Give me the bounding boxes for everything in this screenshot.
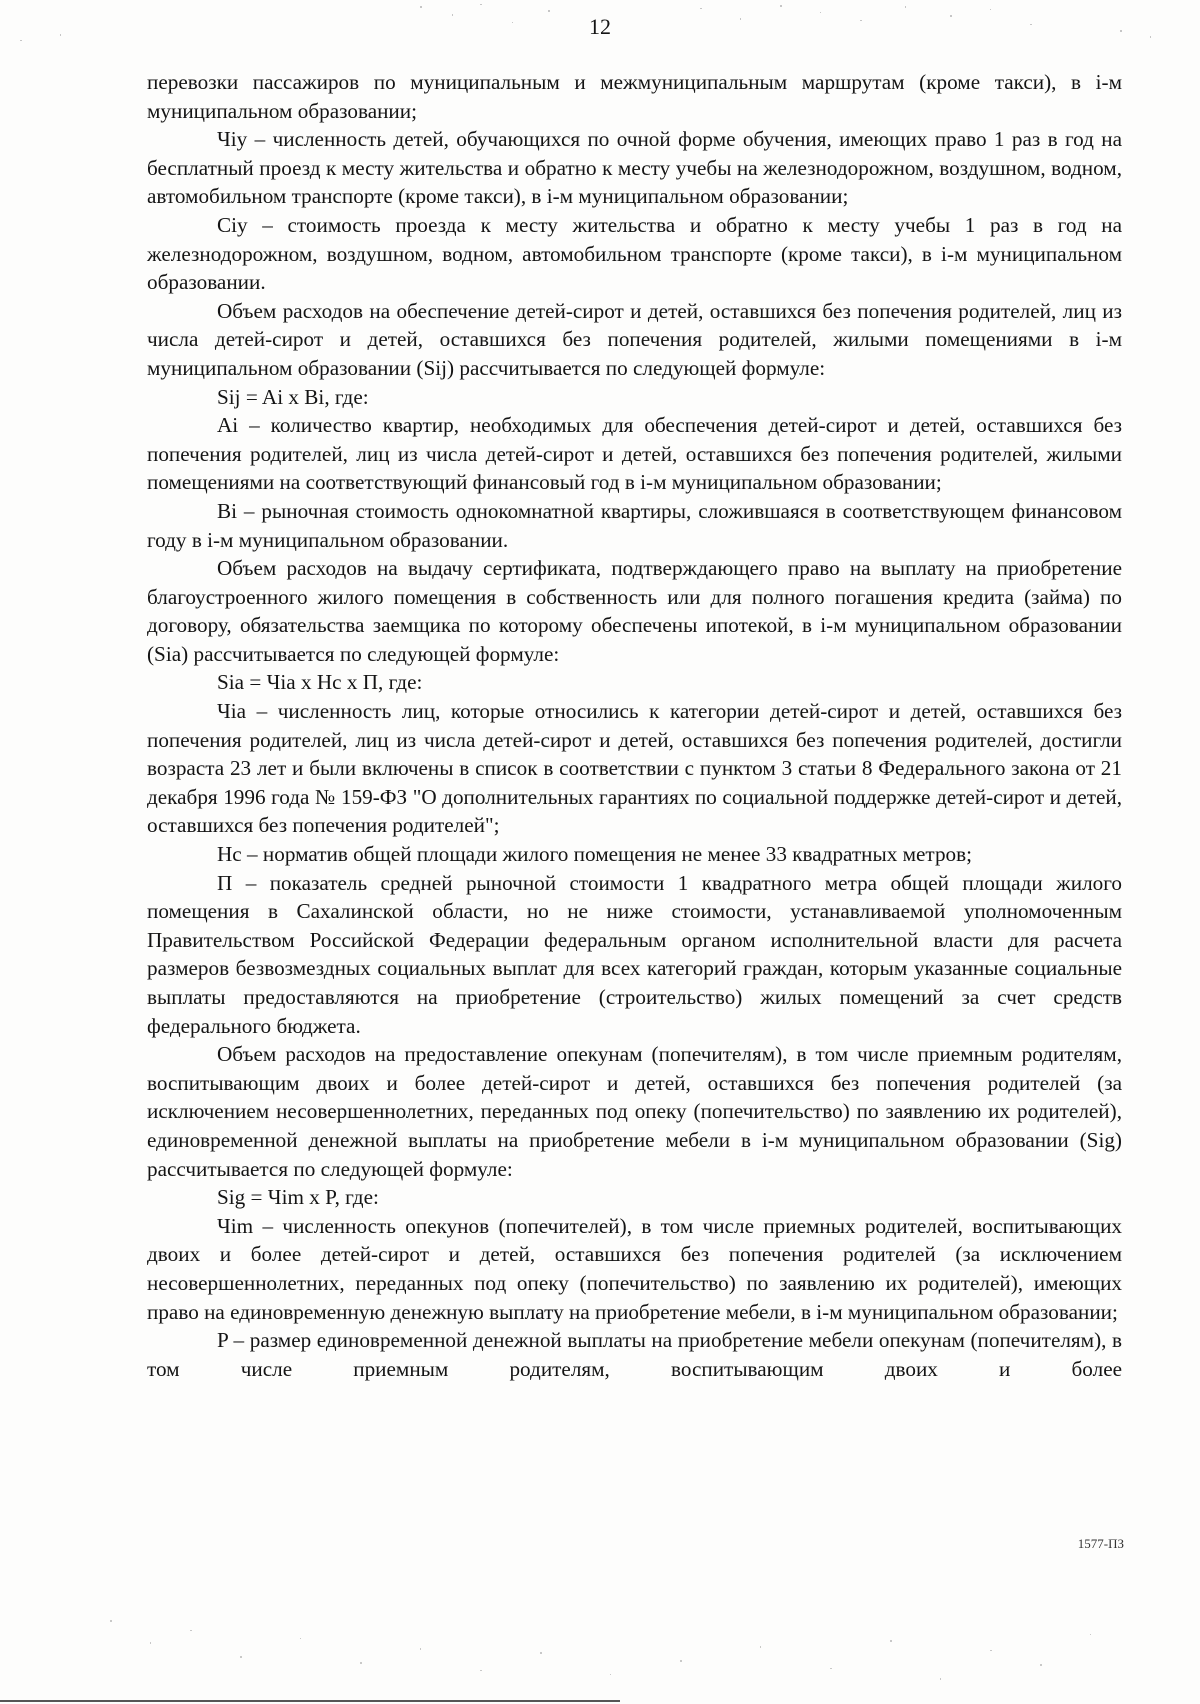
paragraph: Ai – количество квартир, необходимых для обеспечения детей-сирот и детей, оставшихся без попечения родителей, лиц из числа детей-сирот и детей, оставшихся без попечения родителей, жилыми помещениями на соответствующий финансовый год в i-м муниципальном образовании; bbox=[147, 413, 1122, 495]
scan-noise-bottom bbox=[0, 1590, 1200, 1704]
paragraph: P – размер единовременной денежной выплаты на приобретение мебели опекунам (попечителям), в том числе приемным родителям, воспитывающим двоих и более bbox=[147, 1328, 1122, 1381]
document-body bbox=[147, 68, 1122, 1383]
document-code: 1577-ПЗ bbox=[1077, 1536, 1124, 1551]
paragraph: Чim – численность опекунов (попечителей), в том числе приемных родителей, воспитывающих двоих и более детей-сирот и детей, оставшихся без попечения родителей (за исключением несовершеннолетних, переданных под опеку (попечительство) по заявлению их родителей), имеющих право на единовременную денежную выплату на приобретение мебели, в i-м муниципальном образовании; bbox=[147, 1213, 1122, 1324]
scan-edge-line bbox=[0, 1700, 620, 1702]
paragraph: Сiy – стоимость проезда к месту жительства и обратно к месту учебы 1 раз в год на железнодорожном, воздушном, водном, автомобильном транспорте (кроме такси), в i-м муниципальном образовании. bbox=[147, 212, 1122, 295]
paragraph: Bi – рыночная стоимость однокомнатной квартиры, сложившаяся в соответствующем финансовом году в i-м муниципальном образовании. bbox=[147, 498, 1122, 552]
paragraph: Чiy – численность детей, обучающихся по очной форме обучения, имеющих право 1 раз в год на бесплатный проезд к месту жительства и обратно к месту учебы на железнодорожном, воздушном, водном, автомобильном транспорте (кроме такси), в i-м муниципальном образовании; bbox=[147, 127, 1122, 209]
formula: Sia = Чia x Hc x П, где: bbox=[217, 670, 423, 695]
paragraph: Hc – норматив общей площади жилого помещения не менее 33 квадратных метров; bbox=[217, 842, 973, 867]
paragraph: Объем расходов на обеспечение детей-сирот и детей, оставшихся без попечения родителей, лиц из числа детей-сирот и детей, оставшихся без попечения родителей, жилыми помещениями в i-м муниципальном образовании (Sij) рассчитывается по следующей формуле: bbox=[147, 298, 1122, 380]
formula: Sig = Чim x P, где: bbox=[217, 1185, 379, 1210]
formula: Sij = Ai x Bi, где: bbox=[217, 384, 369, 409]
paragraph: П – показатель средней рыночной стоимости 1 квадратного метра общей площади жилого помещения в Сахалинской области, но не ниже стоимости, устанавливаемой уполномоченным Правительством Российской Федерации федеральным органом исполнительной власти для расчета размеров безвозмездных социальных выплат для всех категорий граждан, которым указанные социальные выплаты предоставляются на приобретение (строительство) жилых помещений за счет средств федерального бюджета. bbox=[147, 870, 1122, 1038]
paragraph: Объем расходов на выдачу сертификата, подтверждающего право на выплату на приобретение благоустроенного жилого помещения в собственность или для полного погашения кредита (займа) по договору, обязательства заемщика по которому обеспечены ипотекой, в i-м муниципальном образовании (Sia) рассчитывается по следующей формуле: bbox=[147, 556, 1122, 666]
paragraph: Объем расходов на предоставление опекунам (попечителям), в том числе приемным родителям, воспитывающим двоих и более детей-сирот и детей, оставшихся без попечения родителей (за исключением несовершеннолетних, переданных под опеку (попечительство) по заявлению их родителей), единовременной денежной выплаты на приобретение мебели в i-м муниципальном образовании (Sig) рассчитывается по следующей формуле: bbox=[147, 1042, 1122, 1181]
paragraph: Чia – численность лиц, которые относились к категории детей-сирот и детей, оставшихся без попечения родителей, лиц из числа детей-сирот и детей, оставшихся без попечения родителей, достигли возраста 23 лет и были включены в список в соответствии с пунктом 3 статьи 8 Федерального закона от 21 декабря 1996 года № 159-ФЗ "О дополнительных гарантиях по социальной поддержке детей-сирот и детей, оставшихся без попечения родителей"; bbox=[147, 699, 1122, 838]
paragraph: перевозки пассажиров по муниципальным и межмуниципальным маршрутам (кроме такси), в i-м муниципальном образовании; bbox=[147, 70, 1122, 123]
page-number: 12 bbox=[589, 14, 611, 39]
